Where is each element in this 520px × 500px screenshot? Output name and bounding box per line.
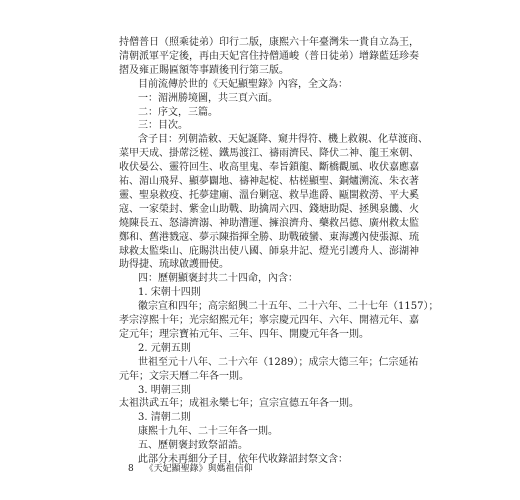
- text-line: 助得捷、琉球啟護冊使。: [119, 259, 229, 271]
- text-line: 寇、一家榮封、紫金山助戰、助擒周六四、錢塘助隄、拯興泉饑、火: [119, 203, 419, 215]
- text-line: 太祖洪武五年；成祖永樂七年；宣宗宣德五年各一則。: [119, 398, 359, 410]
- text-line: 五、歷朝褒封致祭詔誥。: [138, 440, 248, 452]
- text-line: 燒陳長五、怒濤濟溺、神助漕運、擁浪濟舟、藥救呂德、廣州救太監: [119, 217, 419, 229]
- text-line: 收伏晏公、靈符回生、收高里鬼、奉旨鎖龍、斷橋觀風、收伏嘉應嘉: [119, 162, 419, 174]
- text-line: 此部分未再細分子目，依年代收錄詔封祭文含：: [138, 454, 348, 465]
- text-line: 康熙十九年、二十三年各一則。: [138, 426, 278, 438]
- text-line: 球救太監柴山、庇賜洪出使八國、師泉井記、燈光引護舟人、澎湖神: [119, 245, 419, 257]
- text-line: 目前流傳於世的《天妃顯聖錄》內容，全文為：: [138, 78, 348, 90]
- text-line: 三：目次。: [138, 120, 188, 132]
- page-number: 8: [128, 464, 134, 474]
- text-line: 定元年；理宗寶祐元年、三年、四年、開慶元年各一則。: [119, 328, 369, 340]
- text-line: 一：湄洲勝境圖，共三頁六面。: [138, 92, 278, 104]
- page-footer: [128, 461, 261, 474]
- text-line: 祐、湄山飛昇、顯夢闢地、禱神起椗、枯槎顯聖、銅爐溯流、朱衣著: [119, 176, 419, 187]
- text-line: 孝宗淳熙十年；光宗紹熙元年；寧宗慶元四年、六年、開禧元年、嘉: [119, 315, 419, 326]
- text-line: 徽宗宣和四年；高宗紹興二十五年、二十六年、二十七年（1157）；: [138, 301, 439, 313]
- text-line: 菜甲天成、掛蓆泛槎、鐵馬渡江、禱雨濟民、降伏二神、龍王來朝、: [119, 148, 419, 160]
- text-line: 世祖至元十八年、二十六年（1289）；成宗大德三年；仁宗延祐: [138, 356, 419, 368]
- text-line: 2. 元朝五則: [138, 342, 191, 354]
- text-line: 四：歷朝顯褒封共二十四命，內含：: [138, 273, 298, 285]
- text-line: 靈、聖泉救疫、托夢建廟、溫台剿寇、救旱進爵、甌閩救澇、平大奚: [119, 189, 419, 201]
- text-line: 鄭和、舊港戮寇、夢示陳指揮全勝、助戰破蠻、東海護內使張源、琉: [119, 231, 419, 243]
- text-line: 3. 清朝二則: [138, 412, 191, 424]
- text-line: 持僧普日（照乘徒弟）印行二版，康熙六十年臺灣朱一貴自立為王，: [119, 37, 419, 48]
- text-line: 清朝派軍平定後，再由天妃宮住持僧通峻（普日徒弟）增錄藍廷珍奏: [119, 50, 419, 62]
- text-line: 1. 宋朝十四則: [138, 287, 201, 299]
- text-line: 二：序文，三篇。: [138, 106, 218, 118]
- text-line: 摺及雍正賜匾額等事蹟後刊行第三版。: [119, 64, 289, 76]
- text-line: 含子目：列朝誥敕、天妃誕降、窺井得符、機上救親、化草渡商、: [138, 134, 428, 146]
- text-line: 元年；文宗天曆二年各一則。: [119, 370, 249, 382]
- running-title: 《天妃顯聖錄》與媽祖信仰: [144, 464, 253, 474]
- text-line: 3. 明朝三則: [138, 384, 191, 396]
